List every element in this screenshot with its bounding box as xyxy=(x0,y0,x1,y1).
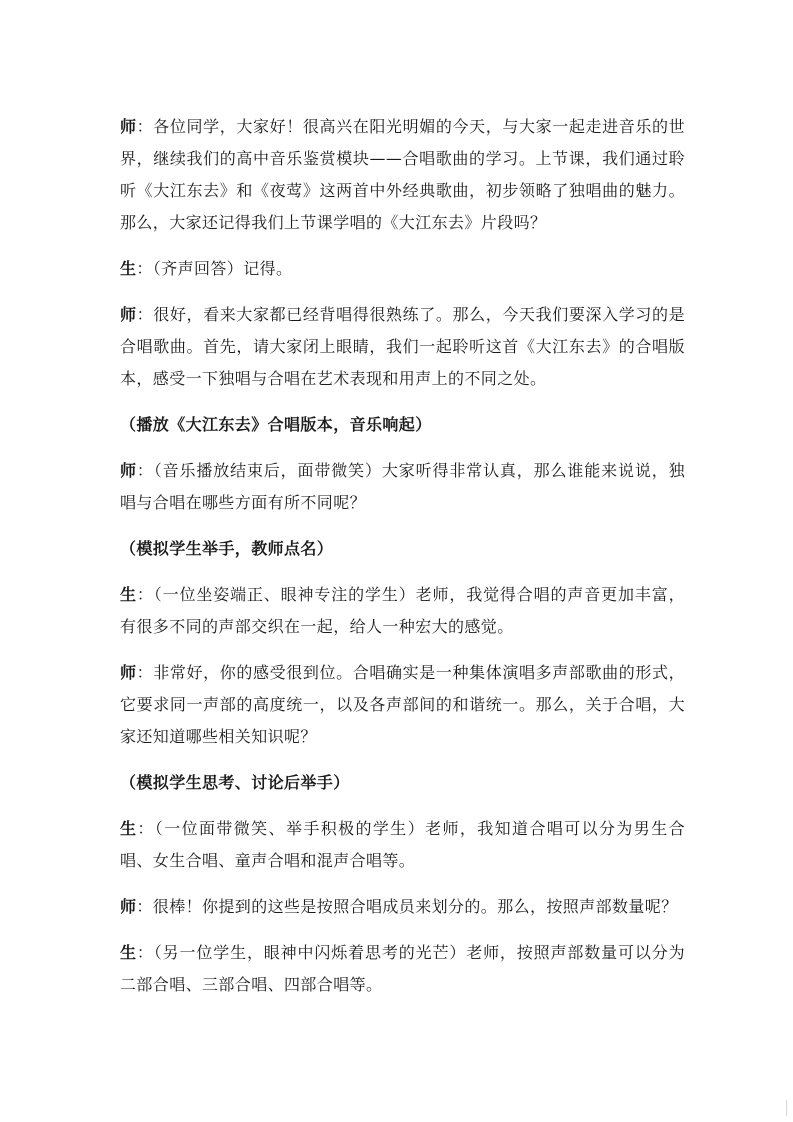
dialogue-teacher-explain xyxy=(120,657,685,753)
document-body xyxy=(120,111,685,1015)
speaker-label: 生 xyxy=(120,585,137,604)
dialogue-teacher-followup xyxy=(120,891,685,923)
speaker-label: 生 xyxy=(120,943,137,962)
speaker-label: 生 xyxy=(120,259,137,278)
dialogue-text: ：（一位坐姿端正、眼神专注的学生）老师，我觉得合唱的声音更加丰富，有很多不同的声部交织在一起，给人一种宏大的感觉。 xyxy=(120,585,686,636)
dialogue-students-answer xyxy=(120,253,685,285)
stage-direction-discussion: （模拟学生思考、讨论后举手） xyxy=(120,773,350,792)
dialogue-teacher-greeting xyxy=(120,111,685,239)
dialogue-teacher-intro xyxy=(120,299,685,395)
speaker-label: 师 xyxy=(120,897,137,916)
page-corner-mark xyxy=(786,1100,787,1116)
dialogue-text: ：很棒！你提到的这些是按照合唱成员来划分的。那么，按照声部数量呢？ xyxy=(136,897,678,916)
dialogue-student-answer-3 xyxy=(120,937,685,1001)
speaker-label: 生 xyxy=(120,819,138,838)
stage-direction-raise-hands: （模拟学生举手，教师点名） xyxy=(120,539,334,558)
dialogue-text: ：很好，看来大家都已经背唱得很熟练了。那么，今天我们要深入学习的是合唱歌曲。首先，请大家闭上眼睛，我们一起聆听这首《大江东去》的合唱版本，感受一下独唱与合唱在艺术表现和用声上的不同之处。 xyxy=(120,305,685,388)
dialogue-text: ：非常好，你的感受很到位。合唱确实是一种集体演唱多声部歌曲的形式，它要求同一声部的高度统一，以及各声部间的和谐统一。那么，关于合唱，大家还知道哪些相关知识呢？ xyxy=(120,663,685,746)
dialogue-student-answer-2 xyxy=(120,813,685,877)
dialogue-teacher-question xyxy=(120,455,685,519)
dialogue-text: ：各位同学，大家好！很高兴在阳光明媚的今天，与大家一起走进音乐的世界，继续我们的高中音乐鉴赏模块——合唱歌曲的学习。上节课，我们通过聆听《大江东去》和《夜莺》这两首中外经典歌曲，初步领略了独唱曲的魅力。那么，大家还记得我们上节课学唱的《大江东去》片段吗？ xyxy=(120,117,685,232)
dialogue-text: ：（另一位学生，眼神中闪烁着思考的光芒）老师，按照声部数量可以分为二部合唱、三部合唱、四部合唱等。 xyxy=(120,943,686,994)
speaker-label: 师 xyxy=(120,117,137,136)
dialogue-text: ：（齐声回答）记得。 xyxy=(136,259,293,278)
dialogue-text: ：（音乐播放结束后，面带微笑）大家听得非常认真，那么谁能来说说，独唱与合唱在哪些方面有所不同呢？ xyxy=(120,461,686,512)
stage-direction-play-music: （播放《大江东去》合唱版本，音乐响起） xyxy=(120,415,432,434)
speaker-label: 师 xyxy=(120,663,137,682)
dialogue-text: ：（一位面带微笑、举手积极的学生）老师，我知道合唱可以分为男生合唱、女生合唱、童声合唱和混声合唱等。 xyxy=(120,819,685,870)
speaker-label: 师 xyxy=(120,461,137,480)
dialogue-student-answer-1 xyxy=(120,579,685,643)
speaker-label: 师 xyxy=(120,305,137,324)
